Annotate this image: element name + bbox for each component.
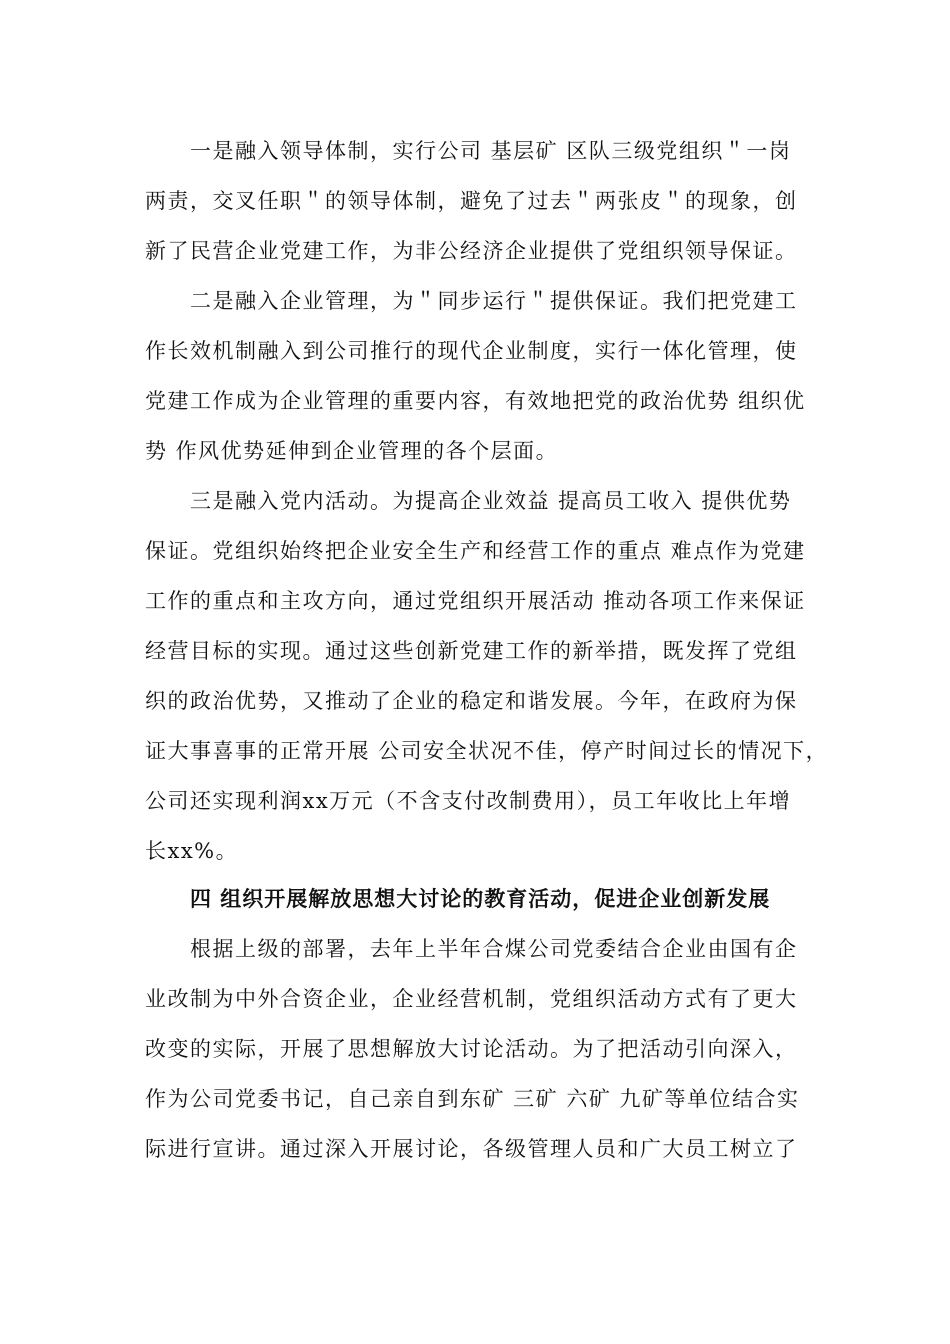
paragraph-2-line-1: 二是融入企业管理，为＂同步运行＂提供保证。我们把党建工 <box>190 289 798 313</box>
paragraph-2-line-2: 作长效机制融入到公司推行的现代企业制度，实行一体化管理，使 <box>145 339 798 363</box>
paragraph-4-line-4: 作为公司党委书记，自己亲自到东矿 三矿 六矿 九矿等单位结合实 <box>145 1087 800 1111</box>
paragraph-1-line-3: 新了民营企业党建工作，为非公经济企业提供了党组织领导保证。 <box>145 239 798 263</box>
paragraph-4-line-2: 业改制为中外合资企业，企业经营机制，党组织活动方式有了更大 <box>145 987 798 1011</box>
paragraph-4-line-5: 际进行宣讲。通过深入开展讨论，各级管理人员和广大员工树立了 <box>145 1137 798 1161</box>
paragraph-3-line-4: 经营目标的实现。通过这些创新党建工作的新举措，既发挥了党组 <box>145 639 798 663</box>
paragraph-3-line-2: 保证。党组织始终把企业安全生产和经营工作的重点 难点作为党建 <box>145 539 806 563</box>
paragraph-3-line-3: 工作的重点和主攻方向，通过党组织开展活动 推动各项工作来保证 <box>145 589 806 613</box>
paragraph-1-line-1: 一是融入领导体制，实行公司 基层矿 区队三级党组织＂一岗 <box>190 139 792 163</box>
paragraph-2-line-3: 党建工作成为企业管理的重要内容，有效地把党的政治优势 组织优 <box>145 389 806 413</box>
paragraph-3-line-8: 长xx%。 <box>145 839 239 863</box>
section-heading: 四 组织开展解放思想大讨论的教育活动，促进企业创新发展 <box>190 887 771 911</box>
paragraph-1-line-2: 两责，交叉任职＂的领导体制，避免了过去＂两张皮＂的现象，创 <box>145 189 798 213</box>
paragraph-3-line-6: 证大事喜事的正常开展 公司安全状况不佳，停产时间过长的情况下， <box>145 739 829 763</box>
paragraph-2-line-4: 势 作风优势延伸到企业管理的各个层面。 <box>145 439 559 463</box>
paragraph-4-line-1: 根据上级的部署，去年上半年合煤公司党委结合企业由国有企 <box>190 937 798 961</box>
paragraph-3-line-7: 公司还实现利润xx万元（不含支付改制费用），员工年收比上年增 <box>145 789 792 813</box>
paragraph-3-line-5: 织的政治优势，又推动了企业的稳定和谐发展。今年，在政府为保 <box>145 689 798 713</box>
paragraph-3-line-1: 三是融入党内活动。为提高企业效益 提高员工收入 提供优势 <box>190 489 792 513</box>
paragraph-4-line-3: 改变的实际，开展了思想解放大讨论活动。为了把活动引向深入， <box>145 1037 798 1061</box>
